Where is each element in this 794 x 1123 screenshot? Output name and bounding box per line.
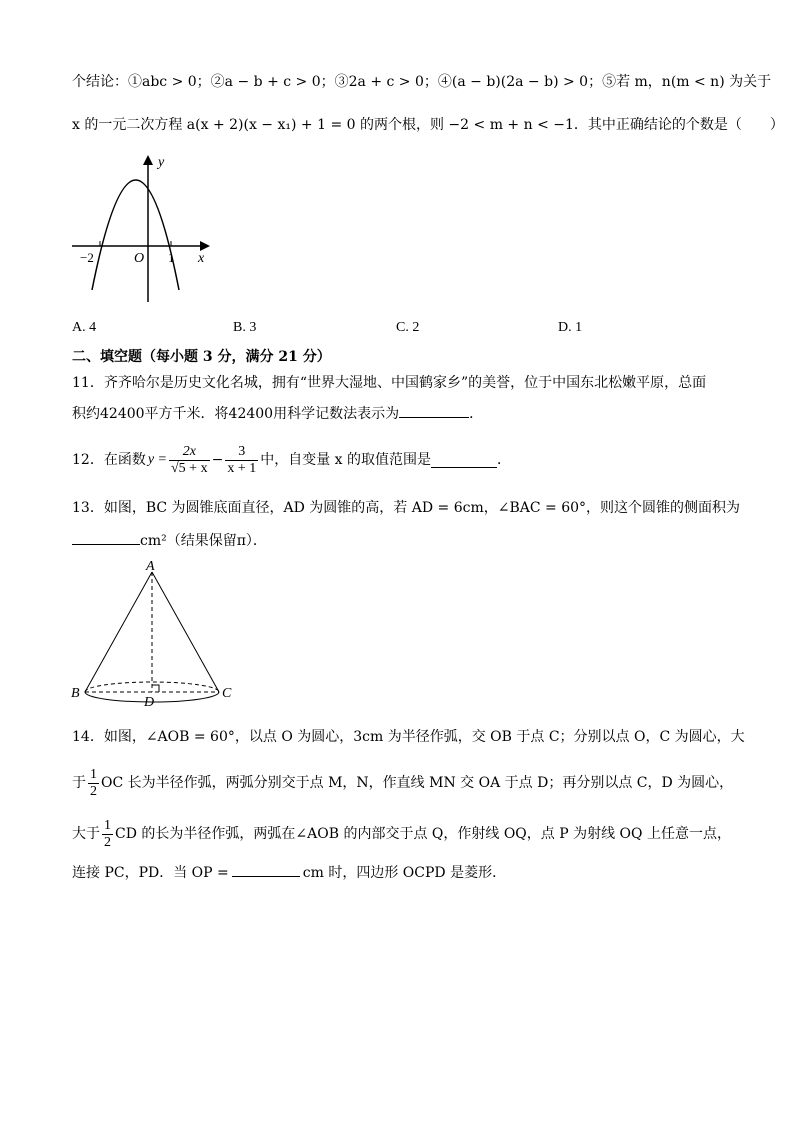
q14-half-2-num: 1 xyxy=(104,817,111,833)
q10-line1: 个结论：①abc > 0；②a − b + c > 0；③2a + c > 0；④(a − b)(2a − b) > 0；⑤若 m，n(m < n) 为关于 xyxy=(72,74,772,90)
label-A: A xyxy=(146,559,155,574)
q14-answer-blank[interactable] xyxy=(232,862,300,877)
q12-prefix: 12．在函数 xyxy=(72,452,146,468)
q13-line2 xyxy=(72,530,724,551)
q13-answer-blank[interactable] xyxy=(72,530,140,545)
label-D: D xyxy=(144,695,155,708)
q11-text: 积约42400平方千米．将42400用科学记数法表示为 xyxy=(72,406,400,422)
origin-label: O xyxy=(134,251,145,266)
q12-line xyxy=(72,440,724,480)
q11-line1: 11．齐齐哈尔是历史文化名城，拥有“世界大湿地、中国鹤家乡”的美誉，位于中国东北松嫩平原，总面 xyxy=(72,375,707,391)
q14-line2-text: OC 长为半径作弧，两弧分别交于点 M，N，作直线 MN 交 OA 于点 D；再分别以点 C，D 为圆心， xyxy=(101,775,734,791)
q12-answer-blank[interactable] xyxy=(431,453,497,468)
y-axis-label: y xyxy=(158,155,165,170)
q12-f2-num: 3 xyxy=(225,444,258,461)
option-a: A. 4 xyxy=(72,320,97,335)
option-d: D. 1 xyxy=(558,320,583,335)
q14-line4 xyxy=(72,862,724,883)
q14-line3 xyxy=(72,815,731,853)
x-axis-label: x xyxy=(198,251,205,266)
q12-end: ． xyxy=(497,452,512,468)
q10-line2: x 的一元二次方程 a(x + 2)(x − x₁) + 1 = 0 的两个根，则 −2 < m + n < −1．其中正确结论的个数是（ ） xyxy=(72,117,784,133)
q14-line3-prefix: 大于 xyxy=(72,826,100,842)
option-c: C. 2 xyxy=(396,320,420,335)
section-title: 二、填空题（每小题 3 分，满分 21 分） xyxy=(72,349,331,365)
q11-answer-blank[interactable] xyxy=(399,403,469,418)
label-C: C xyxy=(222,686,232,701)
q14-line2-prefix: 于 xyxy=(72,775,86,791)
label-B: B xyxy=(71,686,80,701)
q14-line4-prefix: 连接 PC，PD．当 OP = xyxy=(72,865,229,881)
q12-f2-den: x + 1 xyxy=(227,460,257,476)
q14-half-1-den: 2 xyxy=(90,783,97,799)
tick-neg-2: −2 xyxy=(80,250,94,265)
cone-figure xyxy=(68,558,238,708)
q12-fraction-2 xyxy=(225,444,258,477)
q12-f1-num: 2x xyxy=(169,444,210,461)
q14-half-1 xyxy=(88,767,99,800)
q12-fraction-1 xyxy=(169,444,210,477)
q14-half-2 xyxy=(102,818,113,851)
q11-end: ． xyxy=(469,406,484,422)
q13-line1: 13．如图，BC 为圆锥底面直径，AD 为圆锥的高，若 AD = 6cm，∠BAC = 60°，则这个圆锥的侧面积为 xyxy=(72,500,741,516)
q14-line3-text: CD 的长为半径作弧，两弧在∠AOB 的内部交于点 Q，作射线 OQ，点 P 为射线 OQ 上任意一点， xyxy=(115,826,731,842)
q14-line1: 14．如图，∠AOB = 60°，以点 O 为圆心，3cm 为半径作弧，交 OB 于点 C；分别以点 O，C 为圆心，大 xyxy=(72,729,745,745)
q14-line4-text: cm 时，四边形 OCPD 是菱形． xyxy=(302,865,507,881)
q12-f1-den: √5 + x xyxy=(171,460,208,476)
q12-minus: − xyxy=(211,452,224,468)
q11-line2 xyxy=(72,403,724,424)
tick-1: 1 xyxy=(168,250,175,265)
option-b: B. 3 xyxy=(233,320,257,335)
q14-half-2-den: 2 xyxy=(104,834,111,850)
q14-half-1-num: 1 xyxy=(90,766,97,782)
q13-text: cm²（结果保留π）． xyxy=(140,533,267,549)
q12-suffix: 中，自变量 x 的取值范围是 xyxy=(260,452,432,468)
q14-line2 xyxy=(72,764,734,802)
q12-y-eq: y = xyxy=(147,452,167,467)
parabola-graph xyxy=(68,150,218,310)
